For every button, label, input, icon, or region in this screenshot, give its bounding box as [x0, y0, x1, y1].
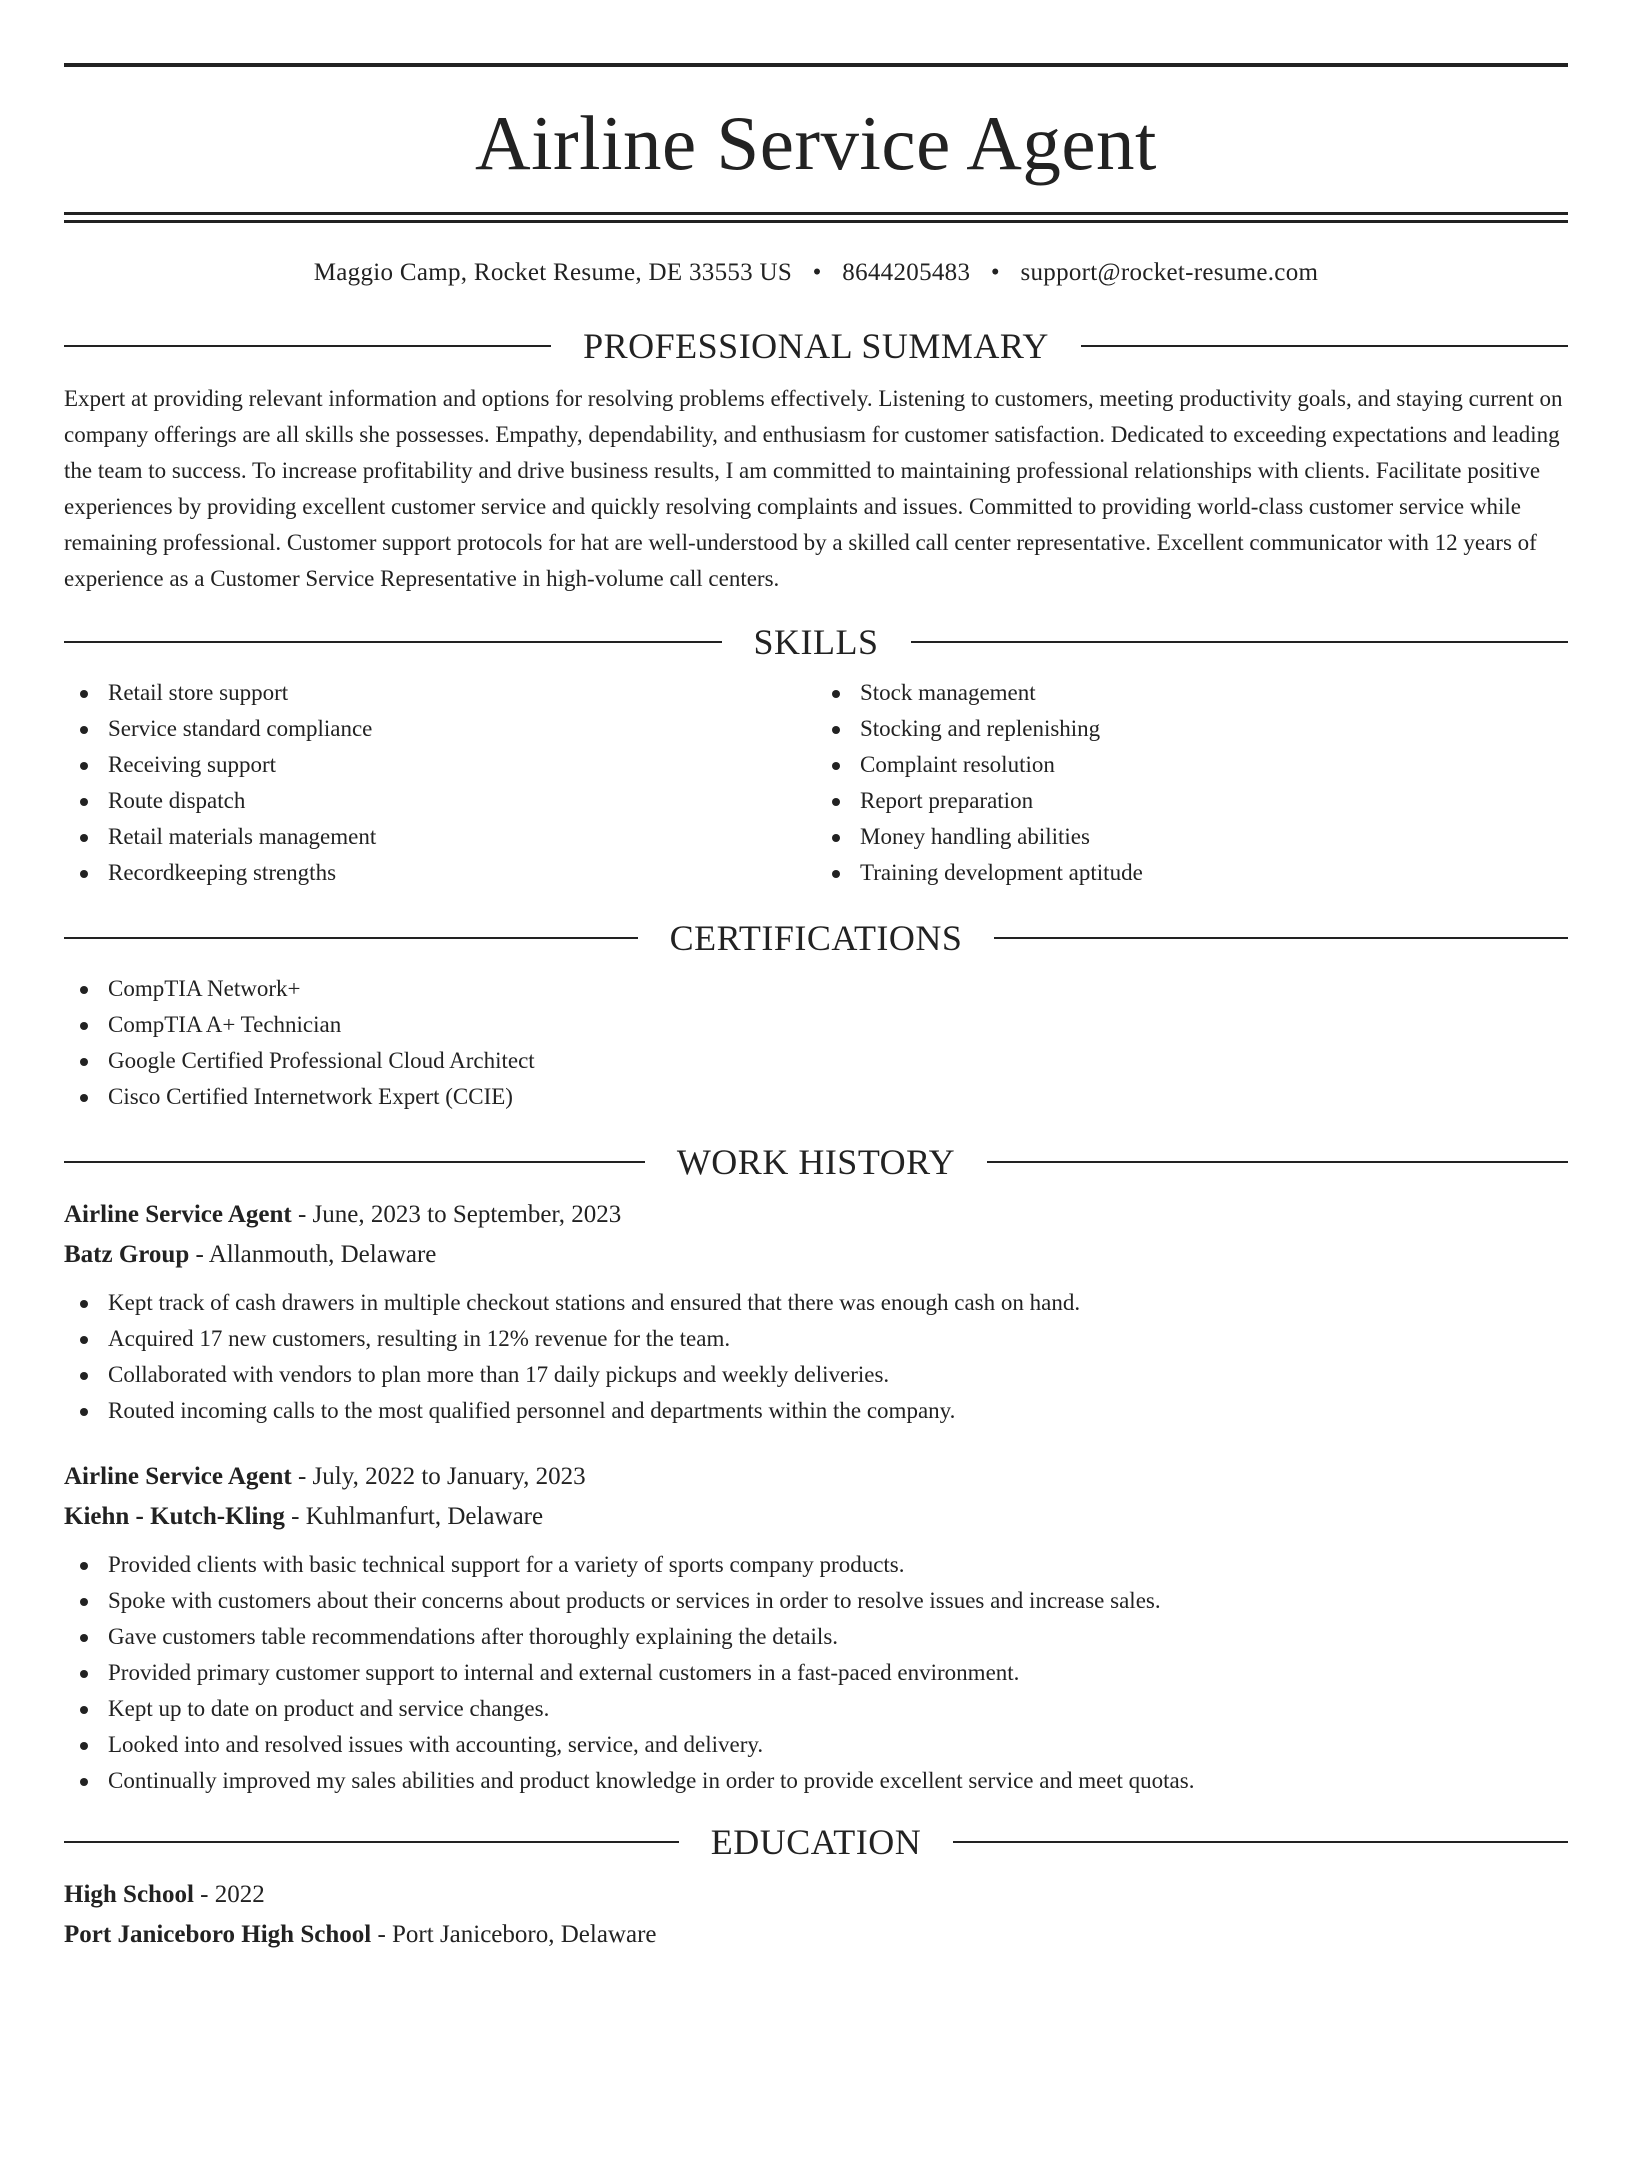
section-divider — [1081, 345, 1568, 347]
job-entry — [64, 1195, 1568, 1429]
job-entry — [64, 1457, 1568, 1799]
section-divider — [64, 1161, 645, 1163]
job-bullet: Kept track of cash drawers in multiple checkout stations and ensured that there was enough cash on hand. — [64, 1285, 1568, 1321]
job-bullet: Provided clients with basic technical support for a variety of sports company products. — [64, 1547, 1568, 1583]
job-dates: - July, 2022 to January, 2023 — [291, 1463, 586, 1490]
section-divider — [994, 937, 1568, 939]
education-school-line — [64, 1915, 1568, 1955]
certifications-section-header — [64, 917, 1568, 959]
section-divider — [64, 1841, 679, 1843]
job-title: Airline Service Agent — [64, 1201, 292, 1228]
summary-text: Expert at providing relevant information and options for resolving problems effectively. Listening to customers, meeting productivity goals, and staying current on company offerings are all skills she possesses. Empathy, dependability, and enthusiasm for customer satisfaction. Dedicated to exceeding expectations and leading the team to success. To increase profitability and drive business results, I am committed to maintaining professional relationships with clients. Facilitate positive experiences by providing excellent customer service and quickly resolving complaints and issues. Committed to providing world-class customer service while remaining professional. Customer support protocols for hat are well-understood by a skilled call center representative. Excellent communicator with 12 years of experience as a Customer Service Representative in high-volume call centers. — [64, 386, 1563, 591]
section-divider — [64, 345, 551, 347]
education-degree-line — [64, 1875, 1568, 1915]
job-bullet: Gave customers table recommendations after thoroughly explaining the details. — [64, 1619, 1568, 1655]
job-bullet: Spoke with customers about their concerns about products or services in order to resolve issues and increase sales. — [64, 1583, 1568, 1619]
skills-list-right — [816, 675, 1568, 891]
job-company: Kiehn - Kutch-Kling — [64, 1503, 285, 1530]
section-divider — [911, 641, 1569, 643]
work-section-header — [64, 1141, 1568, 1183]
job-bullet: Kept up to date on product and service changes. — [64, 1691, 1568, 1727]
header-double-divider — [64, 212, 1568, 223]
skill-item: Route dispatch — [64, 783, 816, 819]
skill-item: Stock management — [816, 675, 1568, 711]
section-divider — [64, 937, 638, 939]
job-location: - Kuhlmanfurt, Delaware — [284, 1503, 544, 1530]
skill-item: Service standard compliance — [64, 711, 816, 747]
skills-section-title: SKILLS — [753, 622, 879, 662]
education-section-header — [64, 1821, 1568, 1863]
job-company-line — [64, 1235, 1568, 1275]
skill-item: Money handling abilities — [816, 819, 1568, 855]
job-bullet: Collaborated with vendors to plan more than 17 daily pickups and weekly deliveries. — [64, 1357, 1568, 1393]
skills-section-header — [64, 621, 1568, 663]
summary-section-title: PROFESSIONAL SUMMARY — [583, 326, 1049, 366]
job-company-line — [64, 1497, 1568, 1537]
contact-phone: 8644205483 — [842, 259, 971, 286]
skills-columns — [64, 663, 1568, 891]
skill-item: Recordkeeping strengths — [64, 855, 816, 891]
top-divider — [64, 63, 1568, 67]
job-bullets — [64, 1547, 1568, 1799]
contact-email: support@rocket-resume.com — [1020, 259, 1319, 286]
certification-item: Google Certified Professional Cloud Architect — [64, 1043, 1568, 1079]
skill-item: Receiving support — [64, 747, 816, 783]
resume-name: Airline Service Agent — [475, 100, 1157, 186]
job-bullet: Provided primary customer support to internal and external customers in a fast-paced environment. — [64, 1655, 1568, 1691]
certification-item: Cisco Certified Internetwork Expert (CCIE) — [64, 1079, 1568, 1115]
education-year: - 2022 — [193, 1881, 265, 1908]
job-bullet: Looked into and resolved issues with accounting, service, and delivery. — [64, 1727, 1568, 1763]
resume-page — [0, 63, 1632, 2175]
job-dates: - June, 2023 to September, 2023 — [291, 1201, 622, 1228]
certification-item: CompTIA Network+ — [64, 971, 1568, 1007]
work-section-title: WORK HISTORY — [676, 1142, 956, 1182]
job-bullet: Continually improved my sales abilities and product knowledge in order to provide excellent service and meet quotas. — [64, 1763, 1568, 1799]
education-location: - Port Janiceboro, Delaware — [371, 1921, 657, 1948]
job-bullets — [64, 1285, 1568, 1429]
skill-item: Training development aptitude — [816, 855, 1568, 891]
section-divider — [64, 641, 722, 643]
skill-item: Report preparation — [816, 783, 1568, 819]
certifications-section-title: CERTIFICATIONS — [669, 918, 963, 958]
job-location: - Allanmouth, Delaware — [189, 1241, 437, 1268]
job-bullet: Routed incoming calls to the most qualified personnel and departments within the company. — [64, 1393, 1568, 1429]
section-divider — [987, 1161, 1568, 1163]
job-title-line — [64, 1195, 1568, 1235]
skills-list-left — [64, 675, 816, 891]
contact-separator: • — [990, 259, 1000, 286]
education-section-title: EDUCATION — [710, 1822, 922, 1862]
skill-item: Retail store support — [64, 675, 816, 711]
contact-line — [64, 259, 1568, 287]
job-company: Batz Group — [64, 1241, 190, 1268]
contact-separator: • — [812, 259, 822, 286]
certifications-list — [64, 971, 1568, 1115]
contact-address: Maggio Camp, Rocket Resume, DE 33553 US — [313, 259, 793, 286]
job-bullet: Acquired 17 new customers, resulting in 12% revenue for the team. — [64, 1321, 1568, 1357]
skill-item: Complaint resolution — [816, 747, 1568, 783]
skill-item: Retail materials management — [64, 819, 816, 855]
section-divider — [953, 1841, 1568, 1843]
education-school: Port Janiceboro High School — [64, 1921, 372, 1948]
education-degree: High School — [64, 1881, 194, 1908]
job-title-line — [64, 1457, 1568, 1497]
job-title: Airline Service Agent — [64, 1463, 292, 1490]
certification-item: CompTIA A+ Technician — [64, 1007, 1568, 1043]
skill-item: Stocking and replenishing — [816, 711, 1568, 747]
summary-section-header — [64, 325, 1568, 367]
